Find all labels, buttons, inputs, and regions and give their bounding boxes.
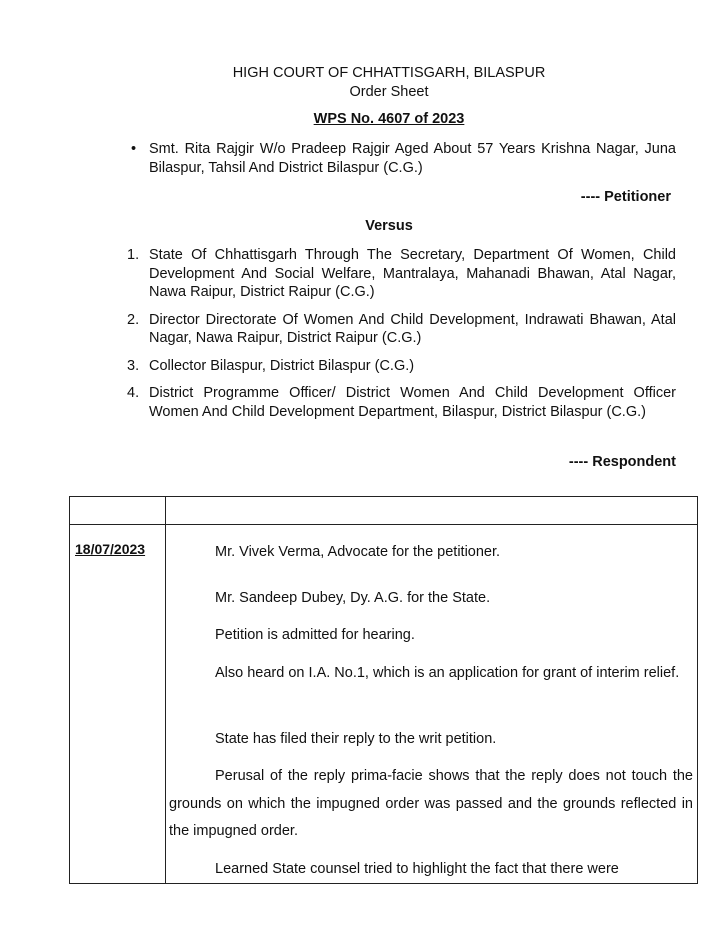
list-item (127, 311, 676, 348)
order-body (166, 525, 698, 884)
sheet-title: Order Sheet (349, 84, 429, 100)
petitioner-role: ---- Petitioner (580, 189, 671, 205)
order-paragraph: Learned State counsel tried to highlight the fact that there were (215, 861, 619, 877)
order-table (69, 496, 698, 884)
case-number: WPS No. 4607 of 2023 (313, 111, 465, 127)
respondent-text: Director Directorate Of Women And Child Development, Indrawati Bhawan, Atal Nagar, Nawa Raipur, District Raipur (C.G.) (149, 311, 676, 346)
order-paragraph: Perusal of the reply prima-facie shows that the reply does not touch the grounds on which the impugned order was passed and the grounds reflected in the impugned order. (169, 768, 693, 839)
order-paragraph: Mr. Vivek Verma, Advocate for the petitioner. (215, 544, 501, 560)
header-cell-order (166, 497, 698, 525)
petitioner-entry (131, 140, 676, 178)
order-paragraph: Also heard on I.A. No.1, which is an application for grant of interim relief. (215, 665, 680, 681)
item-number: 3. (127, 357, 140, 374)
table-row (70, 525, 698, 884)
petitioner-text: Smt. Rita Rajgir W/o Pradeep Rajgir Aged About 57 Years Krishna Nagar, Juna Bilaspur, Tahsil And District Bilaspur (C.G.) (149, 141, 676, 176)
list-item (127, 384, 676, 421)
order-paragraph: State has filed their reply to the writ petition. (215, 731, 497, 747)
versus-label: Versus (365, 218, 413, 234)
bullet-icon: • (131, 141, 137, 157)
list-item (127, 357, 676, 376)
respondent-text: Collector Bilaspur, District Bilaspur (C.G.) (149, 357, 415, 374)
item-number: 4. (127, 385, 140, 401)
respondent-list (127, 246, 676, 430)
item-number: 2. (127, 311, 140, 328)
header-cell-date (70, 497, 166, 525)
respondent-role: ---- Respondent (568, 454, 676, 470)
list-item (127, 246, 676, 302)
order-paragraph: Mr. Sandeep Dubey, Dy. A.G. for the State. (215, 590, 491, 606)
order-paragraph: Petition is admitted for hearing. (215, 627, 415, 643)
respondent-text: State Of Chhattisgarh Through The Secretary, Department Of Women, Child Development And Social Welfare, Mantralaya, Mahanadi Bhawan, Atal Nagar, Nawa Raipur, District Raipur (C.G.) (149, 247, 676, 300)
respondent-text: District Programme Officer/ District Women And Child Development Officer Women And Child Development Department, Bilaspur, District Bilaspur (C.G.) (149, 385, 676, 420)
court-heading (0, 64, 720, 102)
court-name: HIGH COURT OF CHHATTISGARH, BILASPUR (232, 65, 546, 81)
item-number: 1. (127, 247, 140, 263)
table-header-row (70, 497, 698, 525)
order-date: 18/07/2023 (70, 525, 166, 884)
